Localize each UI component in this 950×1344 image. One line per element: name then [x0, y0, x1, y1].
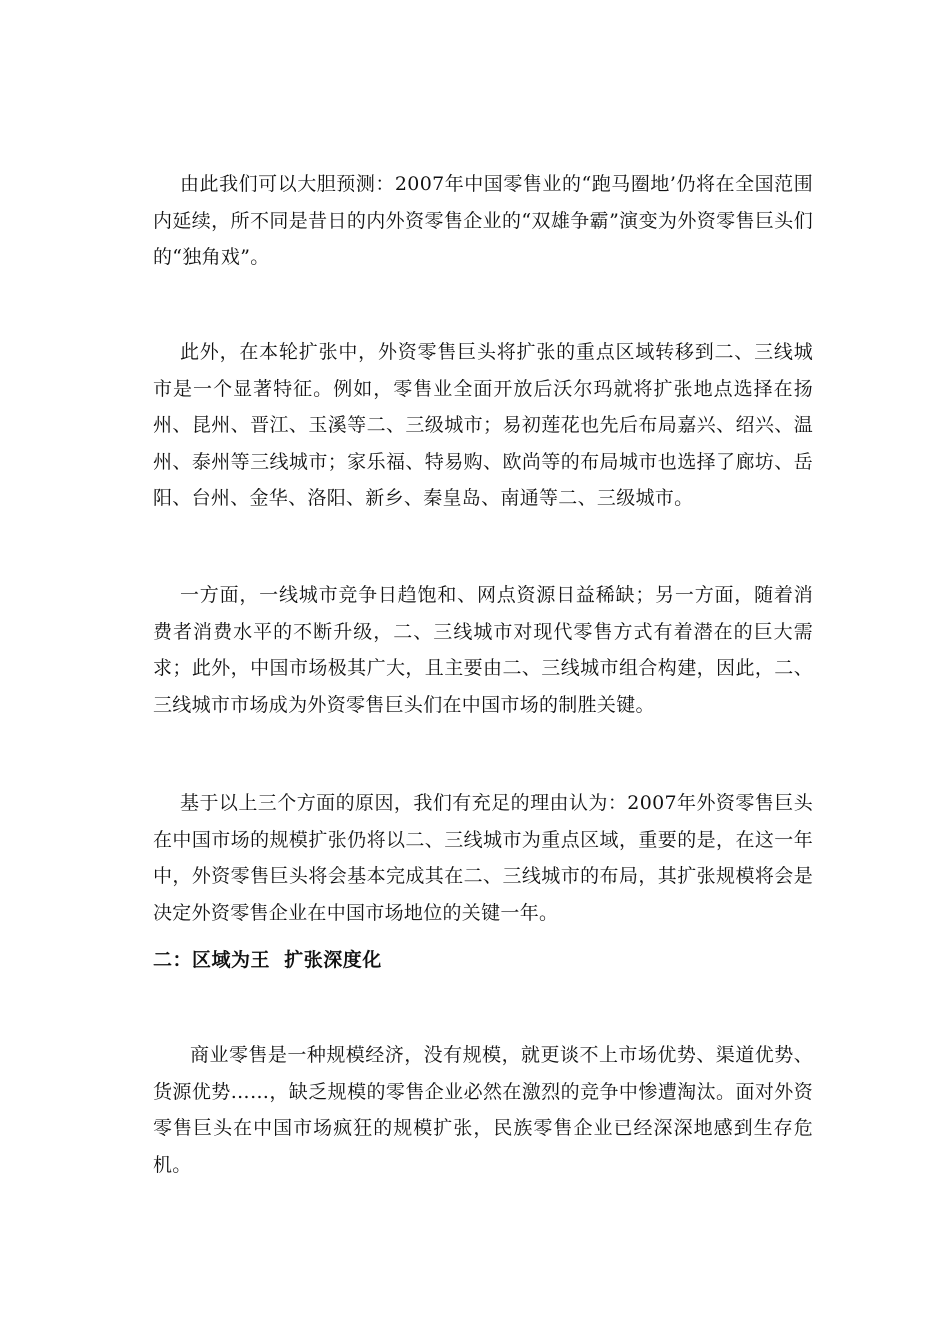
paragraph-expansion-cities: 此外，在本轮扩张中，外资零售巨头将扩张的重点区域转移到二、三线城市是一个显著特征。例如，零售业全面开放后沃尔玛就将扩张地点选择在扬州、昆州、晋江、玉溪等二、三级城市；易初莲花也先后布局嘉兴、绍兴、温州、泰州等三线城市；家乐福、特易购、欧尚等的布局城市也选择了廊坊、岳阳、台州、金华、洛阳、新乡、秦皇岛、南通等二、三级城市。: [153, 341, 813, 509]
paragraph-conclusion: 基于以上三个方面的原因，我们有充足的理由认为：2007年外资零售巨头在中国市场的规模扩张仍将以二、三线城市为重点区域，重要的是，在这一年中，外资零售巨头将会基本完成其在二、三线城市的布局，其扩张规模将会是决定外资零售企业在中国市场地位的关键一年。: [153, 792, 813, 924]
paragraph-forecast: 由此我们可以大胆预测：2007年中国零售业的“跑马圈地’仍将在全国范围内延续，所不同是昔日的内外资零售企业的“双雄争霸”演变为外资零售巨头们的“独角戏”。: [153, 173, 813, 268]
section-heading: 二：区域为王 扩张深度化: [153, 949, 382, 971]
paragraph-scale-economy: 商业零售是一种规模经济，没有规模，就更谈不上市场优势、渠道优势、货源优势……，缺乏规模的零售企业必然在激烈的竞争中惨遭淘汰。面对外资零售巨头在中国市场疯狂的规模扩张，民族零售企业已经深深地感到生存危机。: [153, 1044, 813, 1176]
paragraph-reasons: 一方面，一线城市竞争日趋饱和、网点资源日益稀缺；另一方面，随着消费者消费水平的不断升级，二、三线城市对现代零售方式有着潜在的巨大需求；此外，中国市场极其广大，且主要由二、三线城市组合构建，因此，二、三线城市市场成为外资零售巨头们在中国市场的制胜关键。: [153, 584, 813, 716]
